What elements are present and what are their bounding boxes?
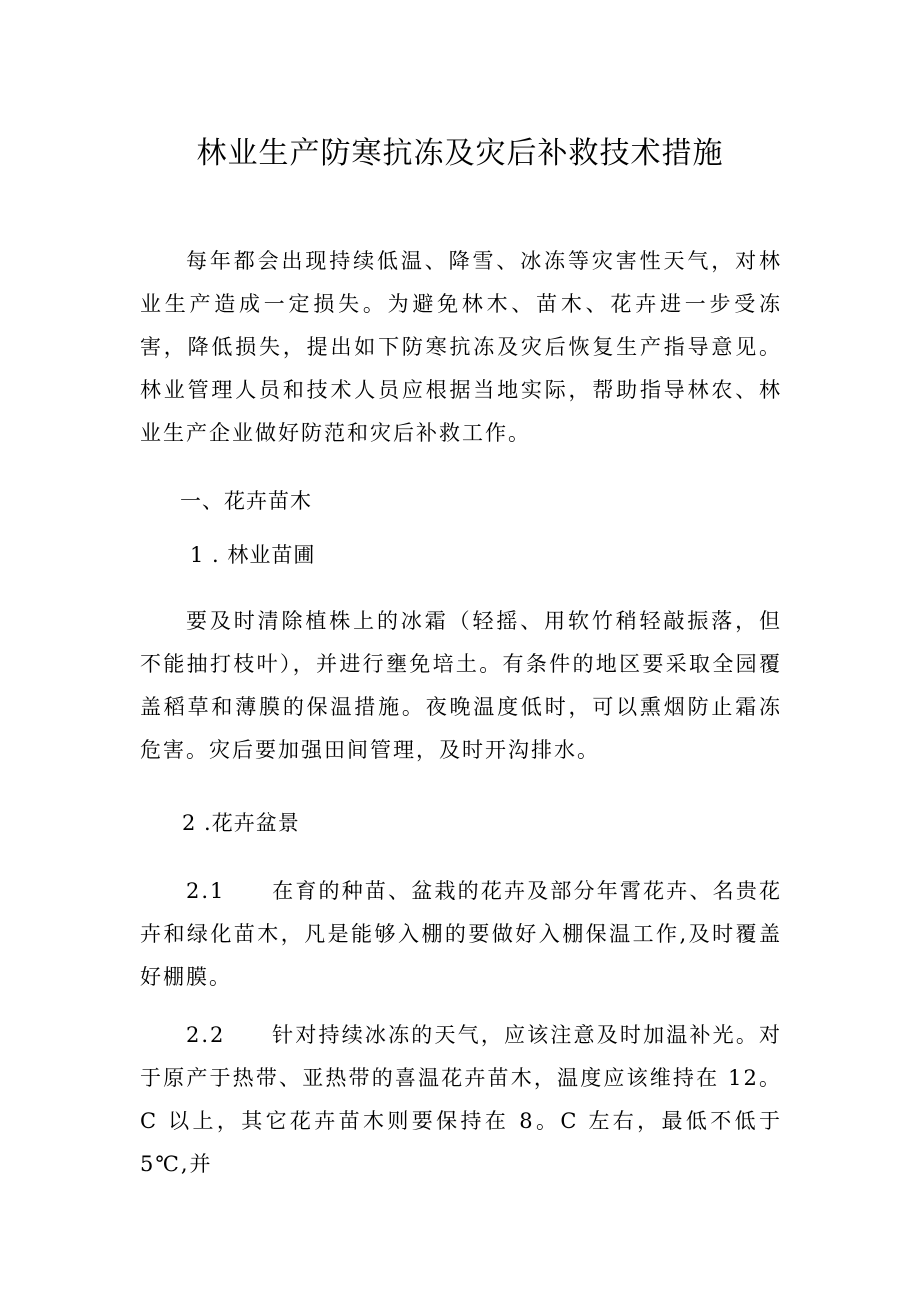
nursery-paragraph: 要及时清除植株上的冰霜（轻摇、用软竹稍轻敲振落，但不能抽打枝叶），并进行壅免培土。有条件的地区要采取全园覆盖稻草和薄膜的保温措施。夜晚温度低时，可以熏烟防止霜冻危害。灾后要加强田间管理，及时开沟排水。 [140, 609, 782, 762]
item-text: 针对持续冰冻的天气，应该注意及时加温补光。对于原产于热带、亚热带的喜温花卉苗木，温度应该维持在 12。C 以上，其它花卉苗木则要保持在 8。C 左右，最低不低于 5℃,并 [140, 1023, 782, 1176]
item-number: 2.1 [186, 879, 226, 903]
subheading-potted-flowers: 2 .花卉盆景 [182, 811, 300, 835]
section-heading-flowers-seedlings: 一、花卉苗木 [180, 489, 312, 513]
item-text: 在育的种苗、盆栽的花卉及部分年霄花卉、名贵花卉和绿化苗木，凡是能够入棚的要做好入棚保温工作,及时覆盖好棚膜。 [140, 879, 782, 989]
item-number: 2.2 [186, 1023, 226, 1047]
subheading-forest-nursery: 1 . 林业苗圃 [190, 543, 316, 567]
intro-paragraph: 每年都会出现持续低温、降雪、冰冻等灾害性天气，对林业生产造成一定损失。为避免林木、苗木、花卉进一步受冻害，降低损失，提出如下防寒抗冻及灾后恢复生产指导意见。林业管理人员和技术人员应根据当地实际，帮助指导林农、林业生产企业做好防范和灾后补救工作。 [140, 249, 782, 445]
list-item [140, 870, 782, 999]
list-item [140, 1014, 782, 1186]
page-title: 林业生产防寒抗冻及灾后补救技术措施 [196, 136, 724, 171]
